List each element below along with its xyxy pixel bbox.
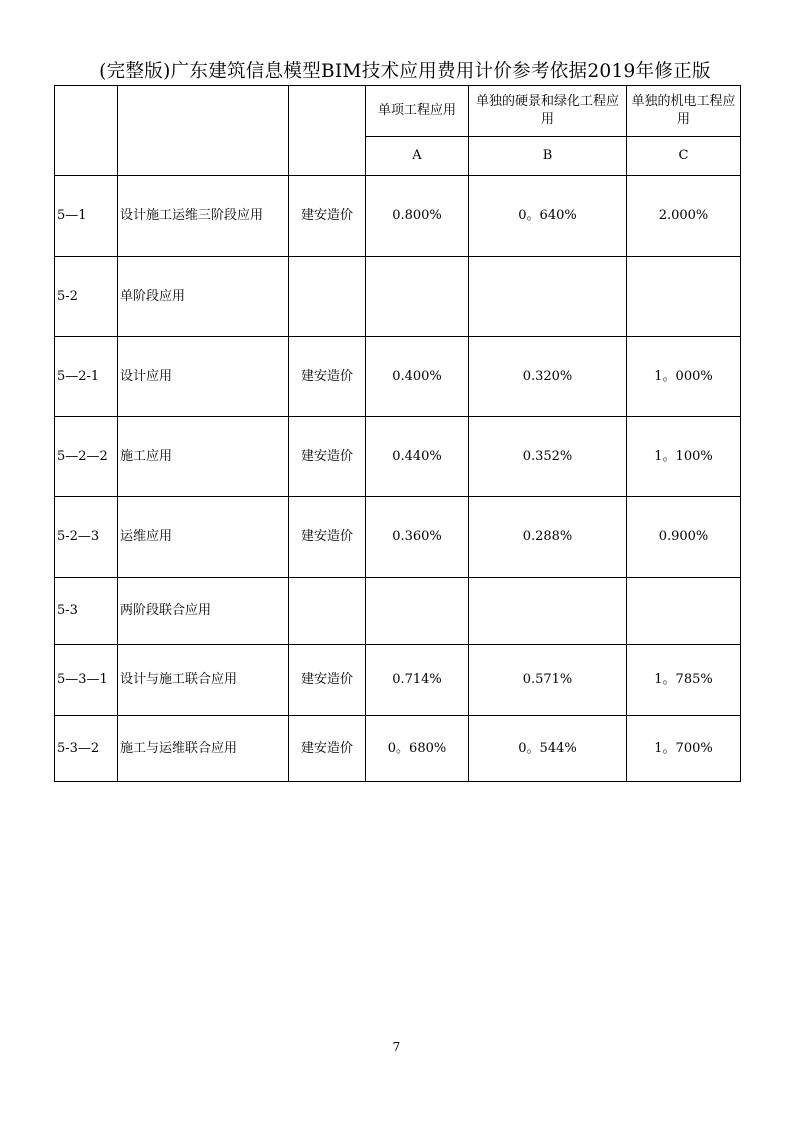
row-base: 建安造价 bbox=[289, 337, 366, 417]
row-item: 设计施工运维三阶段应用 bbox=[118, 176, 289, 257]
row-value-a: 0.714% bbox=[366, 645, 469, 716]
row-item: 设计与施工联合应用 bbox=[118, 645, 289, 716]
row-base bbox=[289, 257, 366, 337]
row-code: 5—2-1 bbox=[55, 337, 118, 417]
table-row bbox=[55, 497, 741, 578]
row-base: 建安造价 bbox=[289, 417, 366, 497]
row-value-c: 2.000% bbox=[627, 176, 741, 257]
row-item: 两阶段联合应用 bbox=[118, 578, 289, 645]
row-value-a bbox=[366, 257, 469, 337]
row-code: 5-2—3 bbox=[55, 497, 118, 578]
page-number: 7 bbox=[392, 1040, 401, 1054]
header-letter-b: B bbox=[469, 137, 627, 176]
header-blank-item bbox=[118, 86, 289, 176]
row-base: 建安造价 bbox=[289, 645, 366, 716]
row-value-b bbox=[469, 257, 627, 337]
fee-table bbox=[54, 85, 741, 782]
header-blank-base bbox=[289, 86, 366, 176]
row-value-b: 0.288% bbox=[469, 497, 627, 578]
row-value-b: 0。640% bbox=[469, 176, 627, 257]
row-code: 5-3—2 bbox=[55, 716, 118, 782]
row-item: 设计应用 bbox=[118, 337, 289, 417]
row-value-c: 1。785% bbox=[627, 645, 741, 716]
row-item: 施工应用 bbox=[118, 417, 289, 497]
table-row bbox=[55, 337, 741, 417]
table-row bbox=[55, 417, 741, 497]
row-value-c: 1。000% bbox=[627, 337, 741, 417]
table-row bbox=[55, 257, 741, 337]
row-code: 5-3 bbox=[55, 578, 118, 645]
header-letter-a: A bbox=[366, 137, 469, 176]
row-value-c: 1。700% bbox=[627, 716, 741, 782]
document-title: (完整版)广东建筑信息模型BIM技术应用费用计价参考依据2019年修正版 bbox=[99, 61, 711, 82]
table-row bbox=[55, 716, 741, 782]
row-item: 单阶段应用 bbox=[118, 257, 289, 337]
row-value-c bbox=[627, 257, 741, 337]
row-value-b: 0。544% bbox=[469, 716, 627, 782]
row-value-b bbox=[469, 578, 627, 645]
row-base: 建安造价 bbox=[289, 176, 366, 257]
row-value-c: 1。100% bbox=[627, 417, 741, 497]
row-value-a: 0.400% bbox=[366, 337, 469, 417]
row-item: 施工与运维联合应用 bbox=[118, 716, 289, 782]
row-value-b: 0.320% bbox=[469, 337, 627, 417]
header-row bbox=[55, 86, 741, 137]
row-value-c bbox=[627, 578, 741, 645]
row-value-a: 0.360% bbox=[366, 497, 469, 578]
header-blank-code bbox=[55, 86, 118, 176]
table-row bbox=[55, 578, 741, 645]
row-value-c: 0.900% bbox=[627, 497, 741, 578]
header-letter-c: C bbox=[627, 137, 741, 176]
table-row bbox=[55, 645, 741, 716]
row-code: 5—3—1 bbox=[55, 645, 118, 716]
row-code: 5—2—2 bbox=[55, 417, 118, 497]
row-base bbox=[289, 578, 366, 645]
row-value-a: 0.800% bbox=[366, 176, 469, 257]
header-col-b: 单独的硬景和绿化工程应用 bbox=[469, 86, 627, 137]
row-value-a: 0。680% bbox=[366, 716, 469, 782]
row-value-a: 0.440% bbox=[366, 417, 469, 497]
row-value-b: 0.571% bbox=[469, 645, 627, 716]
row-base: 建安造价 bbox=[289, 497, 366, 578]
row-value-b: 0.352% bbox=[469, 417, 627, 497]
header-col-a: 单项工程应用 bbox=[366, 86, 469, 137]
row-code: 5-2 bbox=[55, 257, 118, 337]
header-col-c: 单独的机电工程应用 bbox=[627, 86, 741, 137]
row-item: 运维应用 bbox=[118, 497, 289, 578]
row-code: 5—1 bbox=[55, 176, 118, 257]
row-value-a bbox=[366, 578, 469, 645]
row-base: 建安造价 bbox=[289, 716, 366, 782]
table-row bbox=[55, 176, 741, 257]
